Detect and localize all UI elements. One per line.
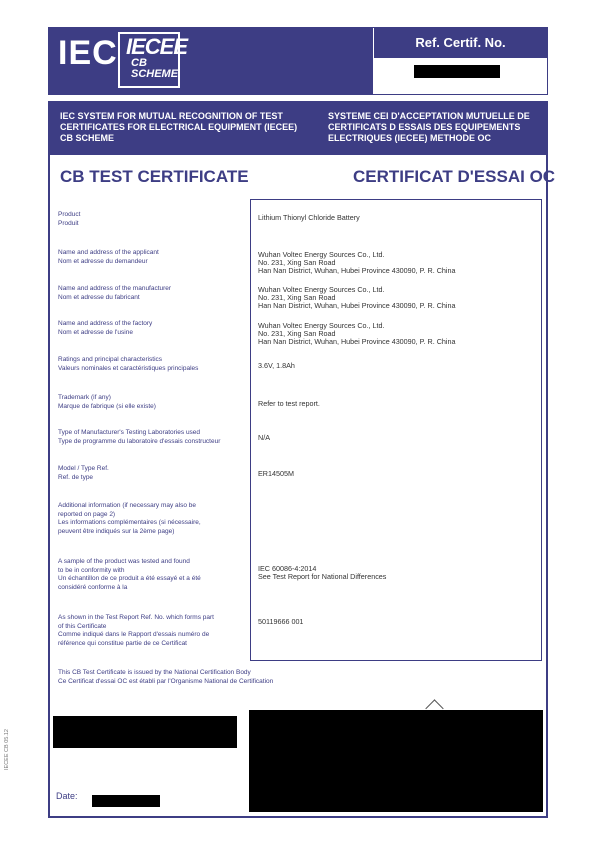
conformity-line-3: Un échantillon de ce produit a été essayé et a été [58, 575, 201, 582]
manufacturer-line-2: No. 231, Xing San Road [258, 293, 336, 302]
manufacturer-label-fr: Nom et adresse du fabricant [58, 293, 140, 301]
additional-line-2: reported on page 2) [58, 510, 116, 518]
manufacturer-label-en: Name and address of the manufacturer [58, 285, 172, 292]
factory-label-en: Name and address of the factory [58, 320, 153, 327]
trademark-label-fr: Marque de fabrique (si elle existe) [58, 402, 156, 410]
conformity-line-1: A sample of the product was tested and found [58, 558, 190, 565]
ratings-label-en: Ratings and principal characteristics [58, 356, 163, 363]
lab-type-value: N/A [258, 433, 270, 442]
model-label-en: Model / Type Ref. [58, 465, 109, 472]
issuing-note-en: This CB Test Certificate is issued by the National Certification Body [58, 669, 251, 676]
scheme-name-english: IEC SYSTEM FOR MUTUAL RECOGNITION OF TEST CERTIFICATES FOR ELECTRICAL EQUIPMENT (IECEE) CB SCHEME [60, 111, 298, 143]
additional-line-4: peuvent être indiqués sur la 2ème page) [58, 527, 175, 535]
factory-line-2: No. 231, Xing San Road [258, 329, 336, 338]
manufacturer-line-3: Han Nan District, Wuhan, Hubei Province 430090, P. R. China [258, 301, 456, 310]
additional-line-3: Les informations complémentaires (si nécessaire, [58, 519, 201, 526]
factory-line-3: Han Nan District, Wuhan, Hubei Province 430090, P. R. China [258, 337, 456, 346]
lab-type-label-fr: Type de programme du laboratoire d'essais constructeur [58, 437, 221, 445]
factory-label [58, 320, 248, 337]
lab-type-label-en: Type of Manufacturer's Testing Laboratories used [58, 429, 201, 436]
form-code: IECEE CB 05.12 [4, 729, 10, 770]
applicant-line-1: Wuhan Voltec Energy Sources Co., Ltd. [258, 250, 385, 259]
manufacturer-value [258, 286, 542, 310]
certificate-title-english: CB TEST CERTIFICATE [60, 167, 249, 186]
issuing-note-fr: Ce Certificat d'essai OC est établi par l'Organisme National de Certification [58, 677, 274, 685]
model-label-fr: Ref. de type [58, 473, 94, 481]
manufacturer-line-1: Wuhan Voltec Energy Sources Co., Ltd. [258, 285, 385, 294]
applicant-label-en: Name and address of the applicant [58, 249, 159, 256]
product-value: Lithium Thionyl Chloride Battery [258, 213, 360, 222]
applicant-label-fr: Nom et adresse du demandeur [58, 257, 148, 265]
iecee-logo: IECEE [126, 34, 188, 59]
lab-type-label [58, 429, 248, 446]
report-ref-line-3: Comme indiqué dans le Rapport d'essais numéro de [58, 631, 210, 638]
conformity-line-4: considéré conforme à la [58, 583, 128, 591]
ratings-label [58, 356, 248, 373]
report-ref-line-1: As shown in the Test Report Ref. No. which forms part [58, 614, 214, 621]
standard-value: IEC 60086-4:2014 [258, 564, 317, 573]
report-ref-line-4: référence qui constitue partie de ce Certificat [58, 639, 187, 647]
manufacturer-label [58, 285, 248, 302]
cb-scheme-logo [131, 58, 178, 80]
product-label-fr: Produit [58, 219, 79, 227]
cb-scheme-line-1: CB [131, 57, 147, 69]
model-value: ER14505M [258, 469, 294, 478]
model-label [58, 465, 248, 482]
conformity-value [258, 565, 542, 581]
date-label: Date: [56, 791, 78, 801]
date-redaction [92, 795, 160, 807]
applicant-label [58, 249, 248, 266]
factory-line-1: Wuhan Voltec Energy Sources Co., Ltd. [258, 321, 385, 330]
factory-value [258, 322, 542, 346]
trademark-value: Refer to test report. [258, 399, 320, 408]
cb-scheme-line-2: SCHEME [131, 68, 179, 80]
conformity-line-2: to be in conformity with [58, 566, 125, 574]
trademark-label-en: Trademark (if any) [58, 394, 111, 401]
ratings-value: 3.6V, 1.8Ah [258, 361, 295, 370]
additional-info-label [58, 502, 248, 536]
additional-line-1: Additional information (if necessary may also be [58, 502, 197, 509]
certificate-title-french: CERTIFICAT D'ESSAI OC [353, 167, 556, 186]
trademark-label [58, 394, 248, 411]
report-ref-label [58, 614, 248, 648]
product-label [58, 211, 248, 228]
report-ref-value: 50119666 001 [258, 617, 304, 626]
ratings-label-fr: Valeurs nominales et caractéristiques principales [58, 364, 199, 372]
ncb-name-redaction [53, 716, 237, 748]
factory-label-fr: Nom et adresse de l'usine [58, 328, 133, 336]
conformity-label [58, 558, 248, 592]
signature-redaction [249, 710, 543, 812]
applicant-line-2: No. 231, Xing San Road [258, 258, 336, 267]
applicant-value [258, 251, 542, 275]
scheme-name-french: SYSTEME CEI D'ACCEPTATION MUTUELLE DE CERTIFICATS D ESSAIS DES EQUIPEMENTS ELECTRIQUES (IECEE) METHODE OC [328, 111, 530, 143]
product-label-en: Product [58, 211, 81, 218]
issuing-body-note [58, 669, 273, 686]
ref-number-redaction [414, 65, 500, 78]
report-ref-line-2: of this Certificate [58, 622, 107, 630]
applicant-line-3: Han Nan District, Wuhan, Hubei Province 430090, P. R. China [258, 266, 456, 275]
iec-logo: IEC [58, 34, 118, 72]
national-differences-note: See Test Report for National Differences [258, 572, 387, 581]
ref-certif-title: Ref. Certif. No. [374, 28, 547, 58]
